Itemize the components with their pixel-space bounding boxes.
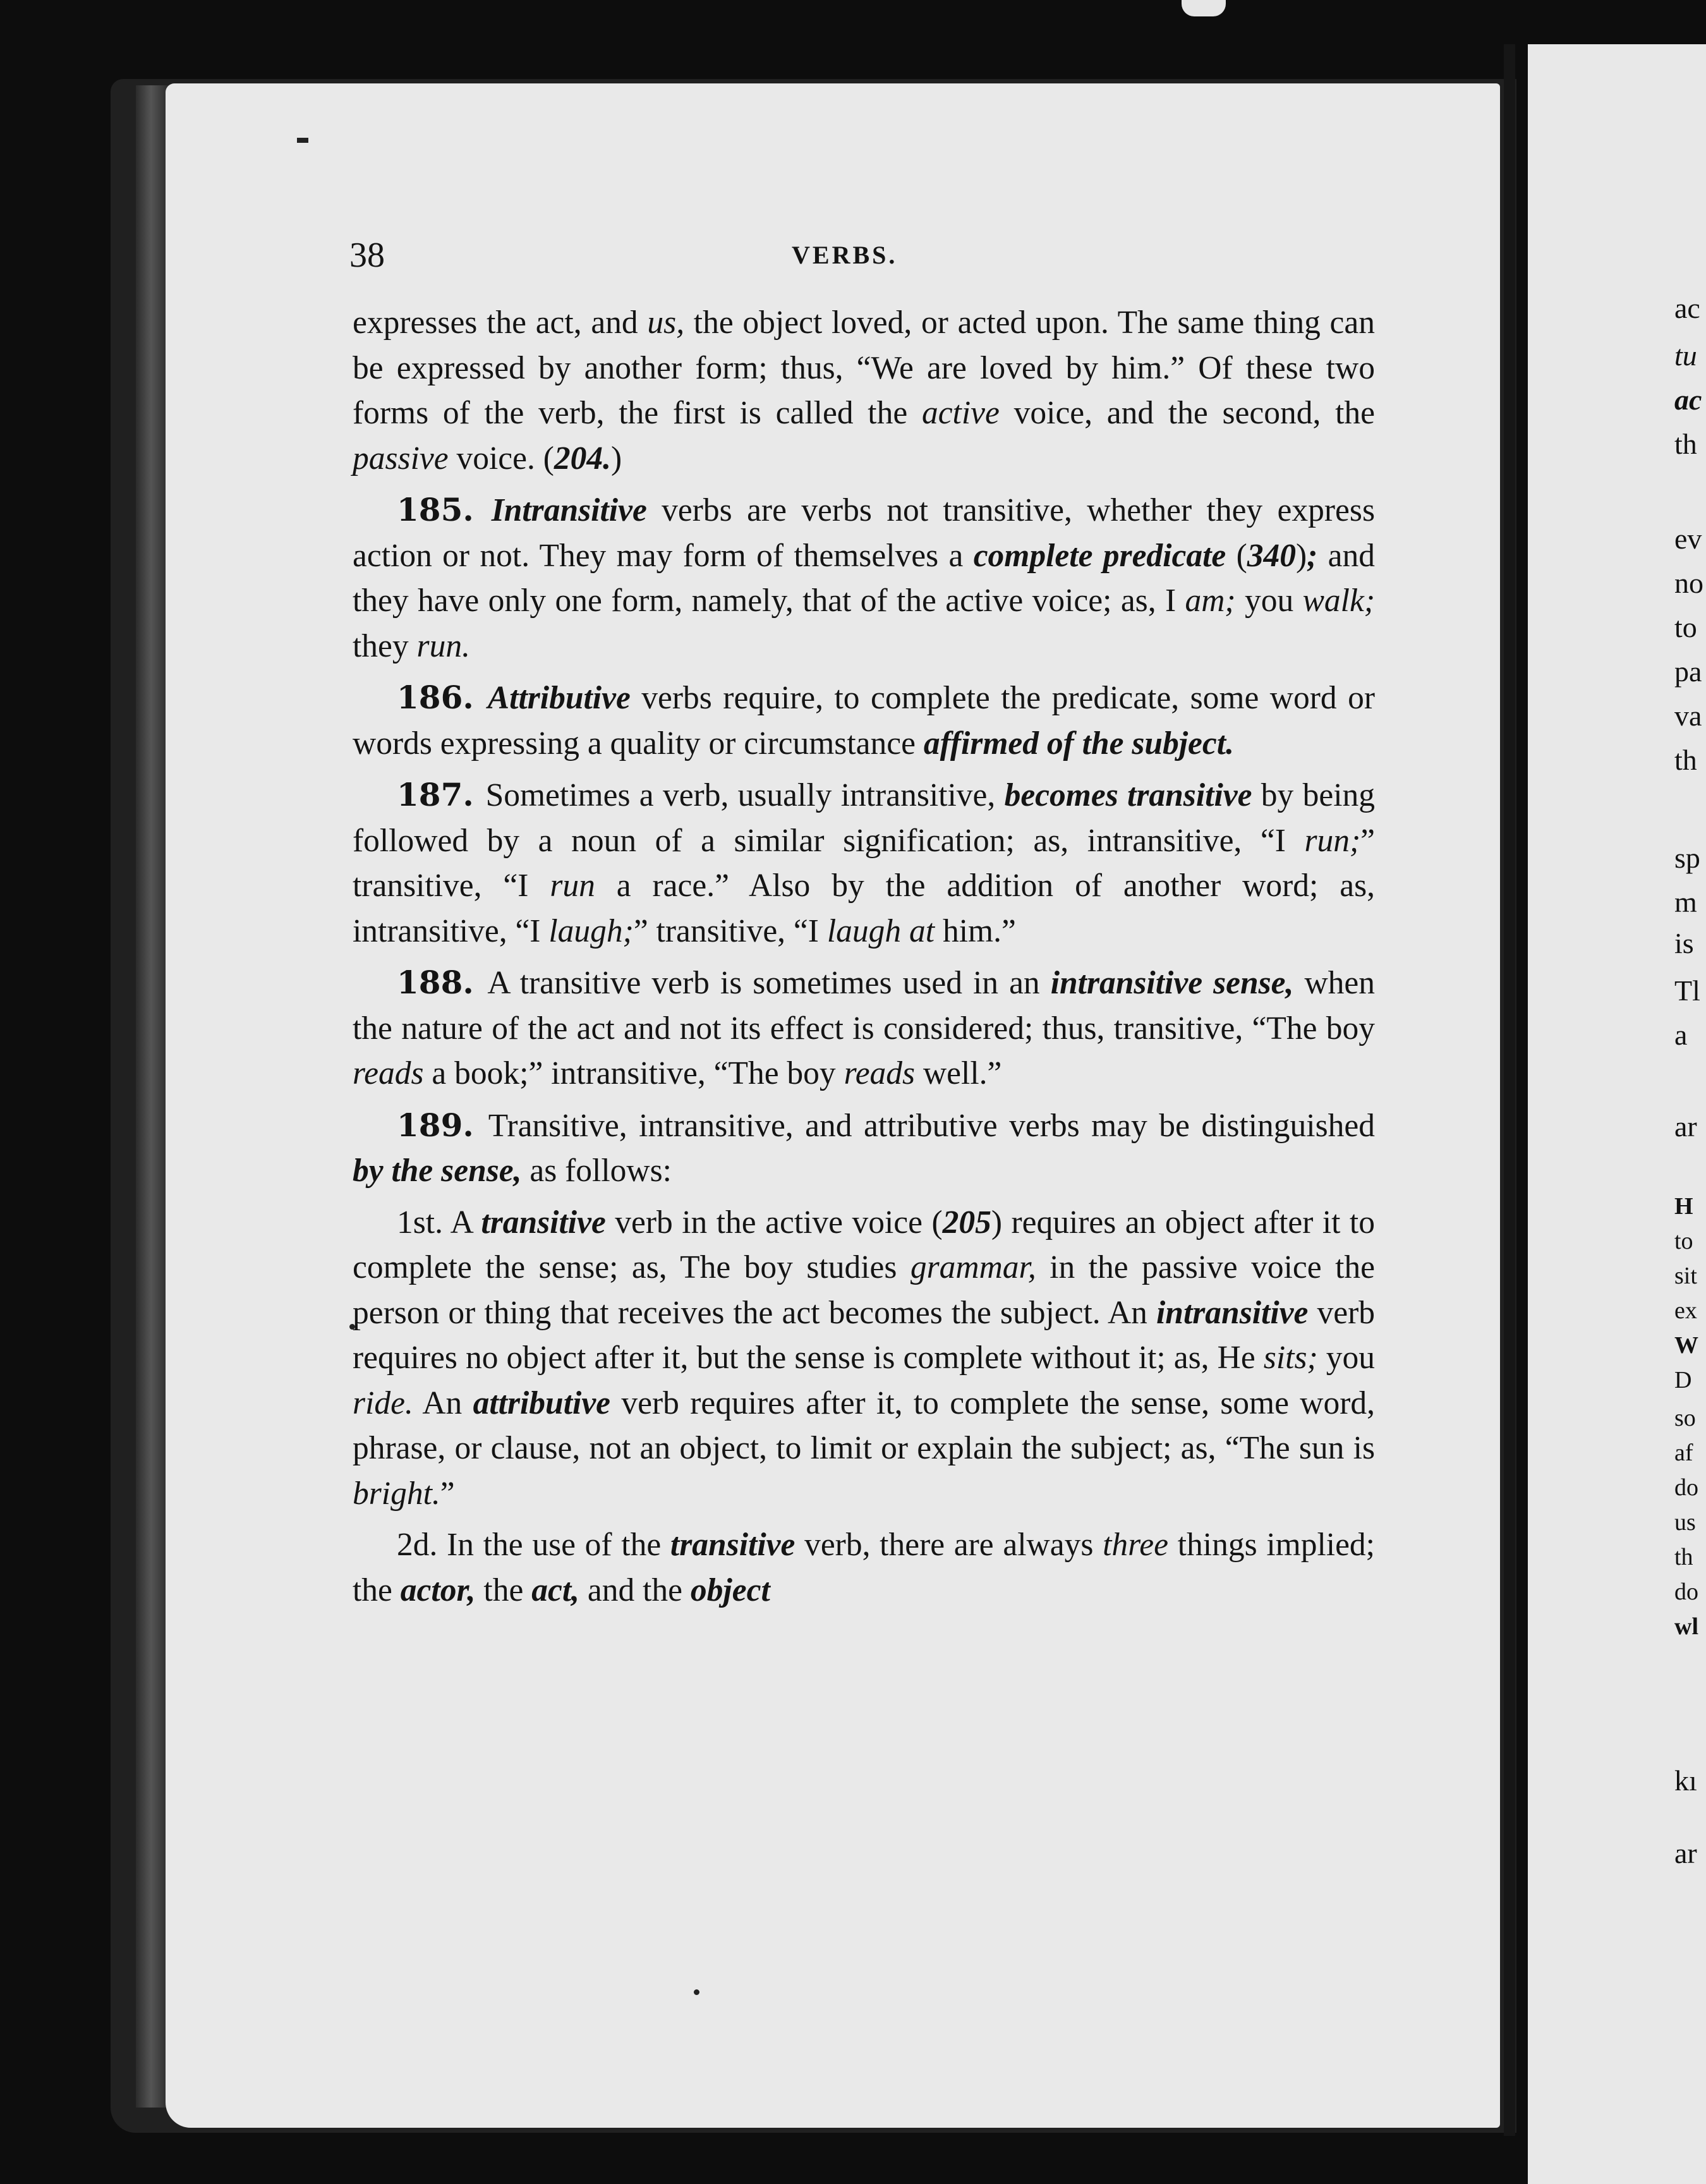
text-run: A transitive verb is sometimes used in an [487,965,1051,1001]
facing-page-fragment: ac [1674,292,1700,324]
facing-page-fragment: is [1674,927,1694,959]
section-number: 189. [397,1106,488,1144]
text-run: verb in the active voice ( [605,1204,943,1241]
italic-run: sits; [1263,1340,1318,1376]
paragraph-185 [353,487,1375,669]
paragraph-2d [353,1522,1375,1613]
facing-page-fragment: ar [1674,1837,1697,1869]
facing-page-fragment: pa [1674,655,1702,688]
text-run: ( [1226,537,1247,574]
text-run: An [413,1385,473,1421]
emphasis-run: transitive [481,1204,606,1241]
cross-reference: 204. [554,440,612,476]
text-run: ” transitive, “I [353,822,1375,904]
text-run: by being followed by a noun of a similar signification; as, intransitive, “I [353,777,1375,859]
facing-page-fragment: m [1674,886,1697,918]
italic-run: passive [353,440,449,476]
text-run: ” transitive, “I [633,913,827,949]
text-run: voice, and the second, the [999,395,1375,431]
emphasis-run: ; [1307,537,1318,574]
facing-page-fragment: sit [1674,1263,1697,1289]
italic-run: walk; [1302,583,1375,619]
emphasis-run: act, [531,1572,580,1608]
italic-run: active [921,395,1000,431]
section-number: 188. [397,964,488,1001]
facing-page-fragment: sp [1674,842,1700,874]
page-number: 38 [349,236,385,275]
facing-page-fragment: so [1674,1405,1696,1431]
facing-page-fragment: a [1674,1019,1688,1051]
margin-dot [694,1989,699,1995]
italic-run: three [1103,1527,1168,1563]
text-run: 1st. A [397,1204,481,1241]
italic-run: run [550,868,595,904]
facing-page-fragment: do [1674,1579,1698,1605]
emphasis-run: intransitive [1156,1294,1309,1331]
text-run: him.” [935,913,1016,949]
emphasis-run: intransitive sense, [1050,965,1294,1001]
facing-page-fragment: tu [1674,339,1697,372]
italic-run: laugh; [548,913,634,949]
facing-page-fragment: us [1674,1509,1696,1536]
italic-run: bright. [353,1475,440,1512]
emphasis-run: Attributive [487,680,631,716]
facing-page-fragment: wl [1674,1613,1698,1640]
paragraph-186 [353,675,1375,766]
facing-page-fragment: th [1674,1544,1693,1570]
facing-page-fragment: th [1674,428,1697,460]
facing-page-fragment: ar [1674,1110,1697,1143]
book-gutter [1504,44,1515,2136]
text-run: ) requires an object after it to complete the sense; as, The boy studies [353,1204,1375,1285]
facing-page-fragment: W [1674,1332,1698,1359]
text-run: ” [440,1475,455,1512]
facing-page-fragment: ex [1674,1297,1697,1324]
emphasis-run: object [690,1572,770,1608]
running-head [349,235,1373,273]
text-run: they [353,628,417,664]
paragraph-188 [353,960,1375,1096]
text-run: a book;” intransitive, “The boy [423,1055,844,1091]
cross-reference: 205 [942,1204,991,1241]
italic-run: us, [647,305,685,341]
text-run: and the [579,1572,691,1608]
emphasis-run: attributive [473,1385,611,1421]
facing-page-fragment: to [1674,611,1697,643]
facing-page-fragment: to [1674,1228,1693,1254]
text-run: when the nature of the act and not its effect is considered; thus, transitive, “The boy [353,965,1375,1046]
facing-page-fragment: th [1674,744,1697,776]
paragraph [353,300,1375,481]
facing-page-fragment: D [1674,1367,1692,1393]
facing-page-fragment: ac [1674,384,1702,416]
text-run: Sometimes a verb, usually intransitive, [485,777,1005,813]
italic-run: reads [844,1055,916,1091]
emphasis-run: affirmed of the subject. [923,725,1234,761]
text-run: verb requires after it, to complete the sense, some word, phrase, or clause, not an object, to limit or explain the subject; as, “The sun is [353,1385,1376,1466]
facing-page-fragment: no [1674,567,1703,599]
text-run: verbs require, to complete the predicate, some word or words expressing a quality or circumstance [353,680,1376,761]
section-number: 185. [397,491,492,528]
emphasis-run: actor, [400,1572,476,1608]
emphasis-run: complete predicate [973,537,1226,574]
text-run: verbs are verbs not transitive, whether they express action or not. They may form of themselves a [353,492,1376,574]
text-run: as follows: [521,1153,672,1189]
text-run: the object loved, or acted upon. The same thing can be expressed by another form; thus, “We are loved by him.” Of these two forms of the verb, the first is called the [353,305,1375,431]
text-run: well.” [915,1055,1002,1091]
margin-mark [297,138,308,143]
cross-reference: 340 [1247,537,1297,574]
facing-page-fragment: va [1674,700,1702,732]
facing-page-fragment: ev [1674,523,1702,555]
text-run: Transitive, intransitive, and attributive verbs may be distinguished [488,1107,1375,1144]
running-title: VERBS. [792,241,898,269]
text-run: voice. ( [448,440,554,476]
italic-run: run; [1304,822,1361,859]
facing-page-fragment: do [1674,1474,1698,1501]
text-run: verb requires no object after it, but the sense is complete without it; as, He [353,1294,1376,1376]
emphasis-run: transitive [670,1527,796,1563]
text-run: verb, there are always [795,1527,1103,1563]
paragraph-1st [353,1200,1375,1517]
text-run: you [1317,1340,1375,1376]
text-run: a race.” Also by the addition of another word; as, intransitive, “I [353,868,1375,949]
facing-page-fragment: Tl [1674,974,1700,1007]
text-run: expresses the act, and [353,305,648,341]
emphasis-run: by the sense, [353,1153,522,1189]
page-body [353,300,1375,1613]
italic-run: grammar, [910,1249,1036,1285]
italic-run: ride. [353,1385,413,1421]
text-run: ) [1296,537,1307,574]
text-run: and they have only one form, namely, that of the active voice; as, I [353,537,1376,619]
text-run: the [475,1572,532,1608]
facing-page-fragment: kı [1674,1764,1697,1797]
text-run: 2d. In the use of the [397,1527,670,1563]
facing-page-fragment: H [1674,1193,1693,1220]
facing-page-fragment: af [1674,1440,1693,1466]
section-number: 187. [397,776,486,813]
text-run: things implied; the [353,1527,1375,1608]
italic-run: am; [1185,583,1236,619]
text-run: you [1235,583,1303,619]
page-tab-mark [1182,0,1226,16]
paragraph-189 [353,1103,1375,1194]
section-number: 186. [397,679,488,716]
italic-run: run. [416,628,470,664]
italic-run: laugh at [826,913,935,949]
italic-run: reads [353,1055,424,1091]
emphasis-run: becomes transitive [1004,777,1252,813]
paragraph-187 [353,772,1375,954]
emphasis-run: Intransitive [491,492,647,528]
text-run: in the passive voice the person or thing that receives the act becomes the subject. An [353,1249,1375,1331]
text-run: ) [611,440,622,476]
